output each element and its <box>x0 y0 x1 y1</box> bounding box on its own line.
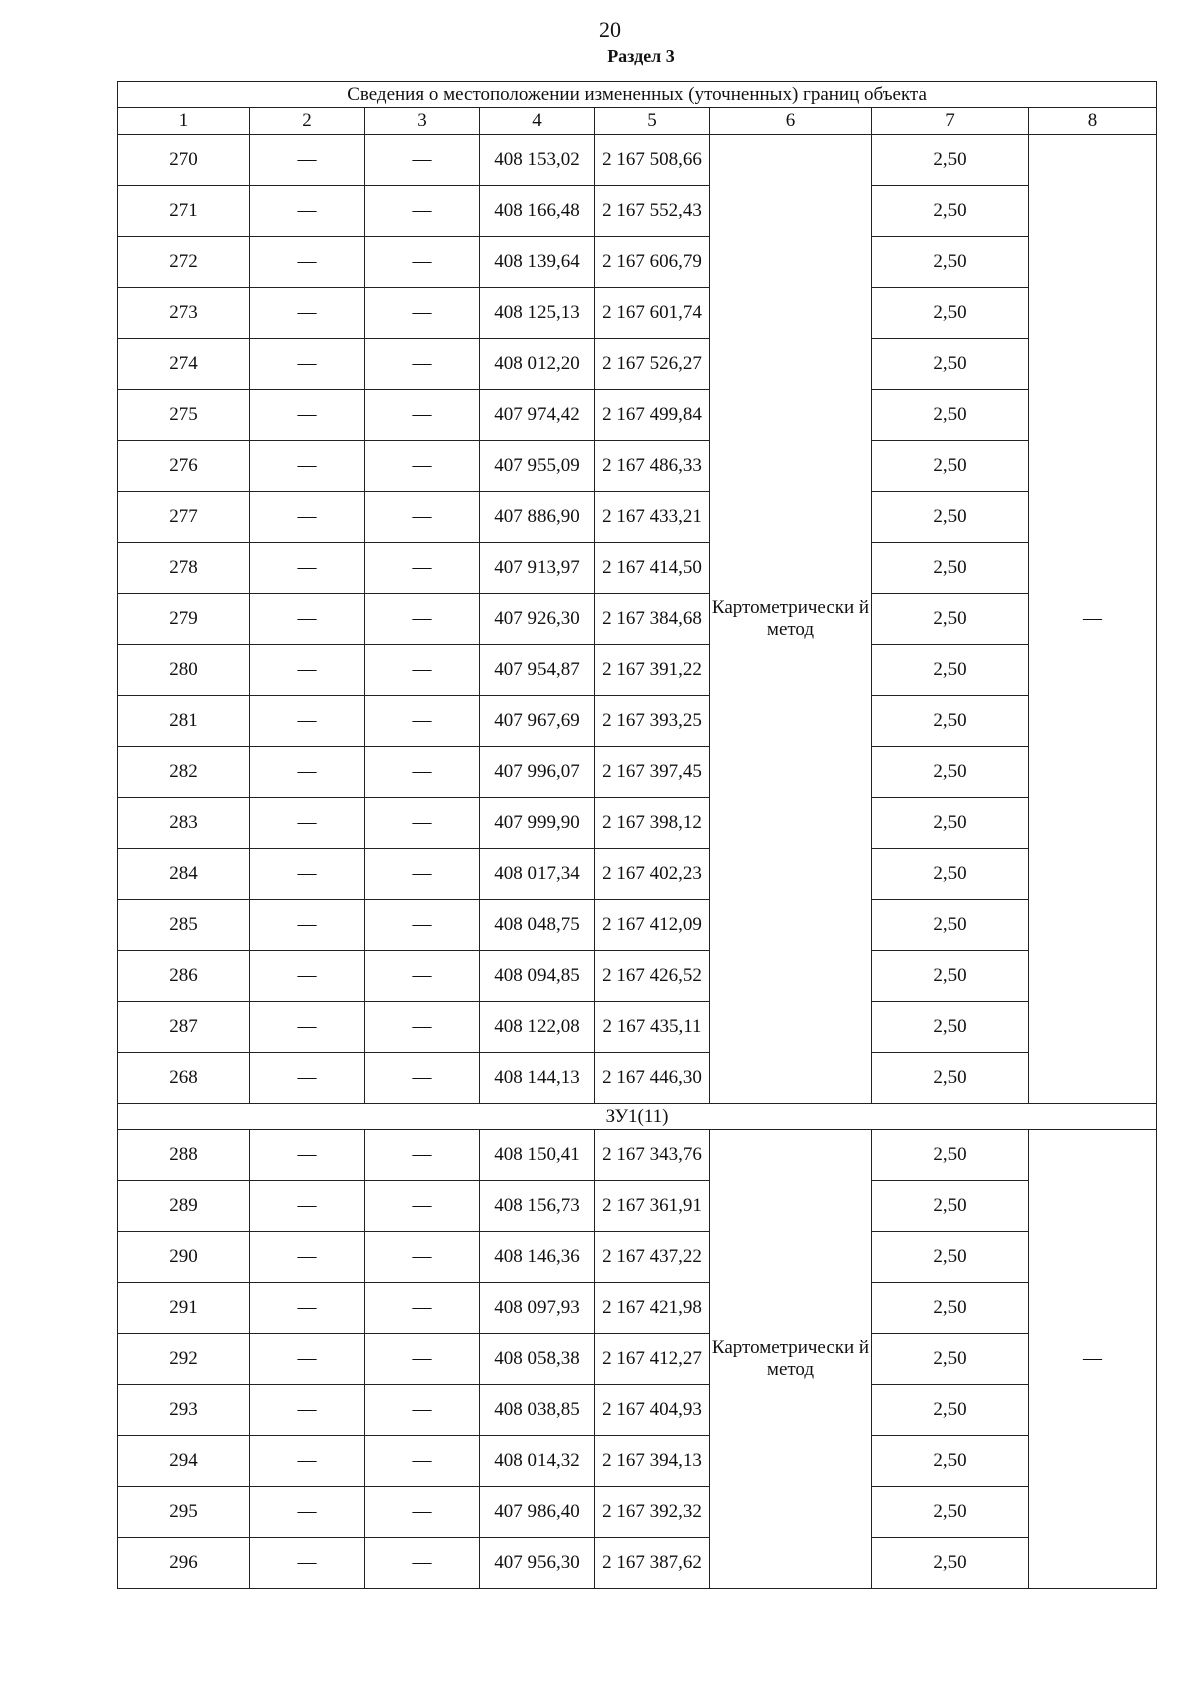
point-number-cell: 273 <box>118 288 250 339</box>
accuracy-cell: 2,50 <box>872 1334 1029 1385</box>
y-coordinate-cell: 2 167 414,50 <box>595 543 710 594</box>
table-row <box>118 1232 1157 1283</box>
table-caption: Сведения о местоположении измененных (уточненных) границ объекта <box>118 82 1157 108</box>
point-number-cell: 270 <box>118 135 250 186</box>
table-row <box>118 1181 1157 1232</box>
table-row <box>118 594 1157 645</box>
col2-cell: — <box>250 492 365 543</box>
col2-cell: — <box>250 237 365 288</box>
col3-cell: — <box>365 951 480 1002</box>
x-coordinate-cell: 407 996,07 <box>480 747 595 798</box>
col3-cell: — <box>365 696 480 747</box>
table-body <box>118 135 1157 1589</box>
col3-cell: — <box>365 900 480 951</box>
col2-cell: — <box>250 951 365 1002</box>
accuracy-cell: 2,50 <box>872 1487 1029 1538</box>
column-number: 6 <box>710 108 872 135</box>
y-coordinate-cell: 2 167 343,76 <box>595 1130 710 1181</box>
point-number-cell: 296 <box>118 1538 250 1589</box>
point-number-cell: 271 <box>118 186 250 237</box>
boundary-table <box>117 81 1157 1589</box>
table-row <box>118 747 1157 798</box>
y-coordinate-cell: 2 167 526,27 <box>595 339 710 390</box>
accuracy-cell: 2,50 <box>872 1181 1029 1232</box>
table-row <box>118 186 1157 237</box>
col2-cell: — <box>250 1538 365 1589</box>
y-coordinate-cell: 2 167 384,68 <box>595 594 710 645</box>
point-number-cell: 286 <box>118 951 250 1002</box>
point-number-cell: 281 <box>118 696 250 747</box>
y-coordinate-cell: 2 167 606,79 <box>595 237 710 288</box>
table-row <box>118 1130 1157 1181</box>
accuracy-cell: 2,50 <box>872 747 1029 798</box>
y-coordinate-cell: 2 167 446,30 <box>595 1053 710 1104</box>
point-number-cell: 268 <box>118 1053 250 1104</box>
point-number-cell: 280 <box>118 645 250 696</box>
column-number: 8 <box>1029 108 1157 135</box>
point-number-cell: 285 <box>118 900 250 951</box>
col2-cell: — <box>250 441 365 492</box>
y-coordinate-cell: 2 167 433,21 <box>595 492 710 543</box>
y-coordinate-cell: 2 167 361,91 <box>595 1181 710 1232</box>
accuracy-cell: 2,50 <box>872 135 1029 186</box>
table-row <box>118 492 1157 543</box>
table-row <box>118 1053 1157 1104</box>
x-coordinate-cell: 408 094,85 <box>480 951 595 1002</box>
col3-cell: — <box>365 1181 480 1232</box>
table-row <box>118 798 1157 849</box>
x-coordinate-cell: 408 139,64 <box>480 237 595 288</box>
col2-cell: — <box>250 1436 365 1487</box>
column-number: 1 <box>118 108 250 135</box>
point-number-cell: 279 <box>118 594 250 645</box>
x-coordinate-cell: 407 926,30 <box>480 594 595 645</box>
accuracy-cell: 2,50 <box>872 1538 1029 1589</box>
table-row <box>118 390 1157 441</box>
col3-cell: — <box>365 339 480 390</box>
y-coordinate-cell: 2 167 412,27 <box>595 1334 710 1385</box>
column-number-row <box>118 108 1157 135</box>
accuracy-cell: 2,50 <box>872 696 1029 747</box>
point-number-cell: 292 <box>118 1334 250 1385</box>
accuracy-cell: 2,50 <box>872 1053 1029 1104</box>
col2-cell: — <box>250 543 365 594</box>
x-coordinate-cell: 408 122,08 <box>480 1002 595 1053</box>
col2-cell: — <box>250 594 365 645</box>
table-row <box>118 645 1157 696</box>
table-row <box>118 1436 1157 1487</box>
page-number: 20 <box>599 17 621 42</box>
point-number-cell: 291 <box>118 1283 250 1334</box>
col2-cell: — <box>250 135 365 186</box>
accuracy-cell: 2,50 <box>872 237 1029 288</box>
group-label-row <box>118 1104 1157 1130</box>
accuracy-cell: 2,50 <box>872 492 1029 543</box>
x-coordinate-cell: 408 150,41 <box>480 1130 595 1181</box>
table-row <box>118 441 1157 492</box>
table-row <box>118 1487 1157 1538</box>
x-coordinate-cell: 408 153,02 <box>480 135 595 186</box>
column-number: 7 <box>872 108 1029 135</box>
table-row <box>118 543 1157 594</box>
table-row <box>118 288 1157 339</box>
table-row <box>118 951 1157 1002</box>
col2-cell: — <box>250 798 365 849</box>
col3-cell: — <box>365 1385 480 1436</box>
y-coordinate-cell: 2 167 402,23 <box>595 849 710 900</box>
table-row <box>118 1283 1157 1334</box>
point-number-cell: 284 <box>118 849 250 900</box>
table-row <box>118 1002 1157 1053</box>
x-coordinate-cell: 408 097,93 <box>480 1283 595 1334</box>
x-coordinate-cell: 407 974,42 <box>480 390 595 441</box>
table-row <box>118 1334 1157 1385</box>
point-number-cell: 289 <box>118 1181 250 1232</box>
col2-cell: — <box>250 1181 365 1232</box>
point-number-cell: 282 <box>118 747 250 798</box>
table-row <box>118 1538 1157 1589</box>
col3-cell: — <box>365 237 480 288</box>
col2-cell: — <box>250 339 365 390</box>
x-coordinate-cell: 408 144,13 <box>480 1053 595 1104</box>
x-coordinate-cell: 408 038,85 <box>480 1385 595 1436</box>
col3-cell: — <box>365 441 480 492</box>
accuracy-cell: 2,50 <box>872 1130 1029 1181</box>
point-number-cell: 283 <box>118 798 250 849</box>
x-coordinate-cell: 407 956,30 <box>480 1538 595 1589</box>
accuracy-cell: 2,50 <box>872 288 1029 339</box>
col3-cell: — <box>365 1334 480 1385</box>
x-coordinate-cell: 408 014,32 <box>480 1436 595 1487</box>
col3-cell: — <box>365 849 480 900</box>
y-coordinate-cell: 2 167 421,98 <box>595 1283 710 1334</box>
col3-cell: — <box>365 747 480 798</box>
accuracy-cell: 2,50 <box>872 1385 1029 1436</box>
column-number: 2 <box>250 108 365 135</box>
col2-cell: — <box>250 1130 365 1181</box>
x-coordinate-cell: 407 986,40 <box>480 1487 595 1538</box>
column-number: 4 <box>480 108 595 135</box>
col3-cell: — <box>365 390 480 441</box>
col2-cell: — <box>250 696 365 747</box>
col2-cell: — <box>250 1385 365 1436</box>
accuracy-cell: 2,50 <box>872 1283 1029 1334</box>
point-number-cell: 287 <box>118 1002 250 1053</box>
point-number-cell: 278 <box>118 543 250 594</box>
y-coordinate-cell: 2 167 601,74 <box>595 288 710 339</box>
y-coordinate-cell: 2 167 387,62 <box>595 1538 710 1589</box>
point-number-cell: 294 <box>118 1436 250 1487</box>
col2-cell: — <box>250 186 365 237</box>
accuracy-cell: 2,50 <box>872 849 1029 900</box>
x-coordinate-cell: 408 166,48 <box>480 186 595 237</box>
col2-cell: — <box>250 1002 365 1053</box>
col2-cell: — <box>250 288 365 339</box>
y-coordinate-cell: 2 167 552,43 <box>595 186 710 237</box>
point-number-cell: 275 <box>118 390 250 441</box>
accuracy-cell: 2,50 <box>872 1002 1029 1053</box>
col3-cell: — <box>365 135 480 186</box>
method-cell: Картометрически й метод <box>710 1130 872 1589</box>
y-coordinate-cell: 2 167 486,33 <box>595 441 710 492</box>
col2-cell: — <box>250 645 365 696</box>
accuracy-cell: 2,50 <box>872 186 1029 237</box>
col2-cell: — <box>250 390 365 441</box>
x-coordinate-cell: 408 048,75 <box>480 900 595 951</box>
col2-cell: — <box>250 1283 365 1334</box>
col3-cell: — <box>365 1232 480 1283</box>
col3-cell: — <box>365 492 480 543</box>
y-coordinate-cell: 2 167 393,25 <box>595 696 710 747</box>
accuracy-cell: 2,50 <box>872 645 1029 696</box>
section-title: Раздел 3 <box>607 46 675 66</box>
point-number-cell: 290 <box>118 1232 250 1283</box>
col2-cell: — <box>250 900 365 951</box>
y-coordinate-cell: 2 167 394,13 <box>595 1436 710 1487</box>
y-coordinate-cell: 2 167 508,66 <box>595 135 710 186</box>
x-coordinate-cell: 408 058,38 <box>480 1334 595 1385</box>
accuracy-cell: 2,50 <box>872 339 1029 390</box>
col3-cell: — <box>365 1436 480 1487</box>
method-cell: Картометрически й метод <box>710 135 872 1104</box>
accuracy-cell: 2,50 <box>872 594 1029 645</box>
accuracy-cell: 2,50 <box>872 798 1029 849</box>
point-number-cell: 293 <box>118 1385 250 1436</box>
point-number-cell: 272 <box>118 237 250 288</box>
x-coordinate-cell: 407 886,90 <box>480 492 595 543</box>
col3-cell: — <box>365 1130 480 1181</box>
accuracy-cell: 2,50 <box>872 390 1029 441</box>
column-number: 3 <box>365 108 480 135</box>
col8-cell: — <box>1029 135 1157 1104</box>
col2-cell: — <box>250 1334 365 1385</box>
y-coordinate-cell: 2 167 398,12 <box>595 798 710 849</box>
table-row <box>118 1385 1157 1436</box>
y-coordinate-cell: 2 167 392,32 <box>595 1487 710 1538</box>
table-row <box>118 849 1157 900</box>
col3-cell: — <box>365 798 480 849</box>
col2-cell: — <box>250 747 365 798</box>
col2-cell: — <box>250 849 365 900</box>
table-row <box>118 237 1157 288</box>
table-row <box>118 339 1157 390</box>
accuracy-cell: 2,50 <box>872 1436 1029 1487</box>
point-number-cell: 288 <box>118 1130 250 1181</box>
col2-cell: — <box>250 1487 365 1538</box>
y-coordinate-cell: 2 167 426,52 <box>595 951 710 1002</box>
x-coordinate-cell: 407 913,97 <box>480 543 595 594</box>
x-coordinate-cell: 408 146,36 <box>480 1232 595 1283</box>
x-coordinate-cell: 407 955,09 <box>480 441 595 492</box>
col3-cell: — <box>365 1538 480 1589</box>
col8-cell: — <box>1029 1130 1157 1589</box>
col3-cell: — <box>365 186 480 237</box>
table-row <box>118 135 1157 186</box>
y-coordinate-cell: 2 167 404,93 <box>595 1385 710 1436</box>
col3-cell: — <box>365 1283 480 1334</box>
point-number-cell: 295 <box>118 1487 250 1538</box>
col3-cell: — <box>365 1053 480 1104</box>
group-label: ЗУ1(11) <box>118 1104 1157 1130</box>
table-row <box>118 696 1157 747</box>
y-coordinate-cell: 2 167 499,84 <box>595 390 710 441</box>
x-coordinate-cell: 408 017,34 <box>480 849 595 900</box>
y-coordinate-cell: 2 167 391,22 <box>595 645 710 696</box>
x-coordinate-cell: 407 999,90 <box>480 798 595 849</box>
table-row <box>118 900 1157 951</box>
col3-cell: — <box>365 288 480 339</box>
accuracy-cell: 2,50 <box>872 951 1029 1002</box>
column-number: 5 <box>595 108 710 135</box>
y-coordinate-cell: 2 167 412,09 <box>595 900 710 951</box>
y-coordinate-cell: 2 167 437,22 <box>595 1232 710 1283</box>
y-coordinate-cell: 2 167 397,45 <box>595 747 710 798</box>
col3-cell: — <box>365 1487 480 1538</box>
col3-cell: — <box>365 1002 480 1053</box>
x-coordinate-cell: 407 954,87 <box>480 645 595 696</box>
point-number-cell: 277 <box>118 492 250 543</box>
col2-cell: — <box>250 1232 365 1283</box>
point-number-cell: 276 <box>118 441 250 492</box>
col3-cell: — <box>365 645 480 696</box>
accuracy-cell: 2,50 <box>872 441 1029 492</box>
point-number-cell: 274 <box>118 339 250 390</box>
x-coordinate-cell: 407 967,69 <box>480 696 595 747</box>
accuracy-cell: 2,50 <box>872 900 1029 951</box>
x-coordinate-cell: 408 156,73 <box>480 1181 595 1232</box>
y-coordinate-cell: 2 167 435,11 <box>595 1002 710 1053</box>
col2-cell: — <box>250 1053 365 1104</box>
accuracy-cell: 2,50 <box>872 543 1029 594</box>
x-coordinate-cell: 408 125,13 <box>480 288 595 339</box>
accuracy-cell: 2,50 <box>872 1232 1029 1283</box>
col3-cell: — <box>365 594 480 645</box>
x-coordinate-cell: 408 012,20 <box>480 339 595 390</box>
col3-cell: — <box>365 543 480 594</box>
